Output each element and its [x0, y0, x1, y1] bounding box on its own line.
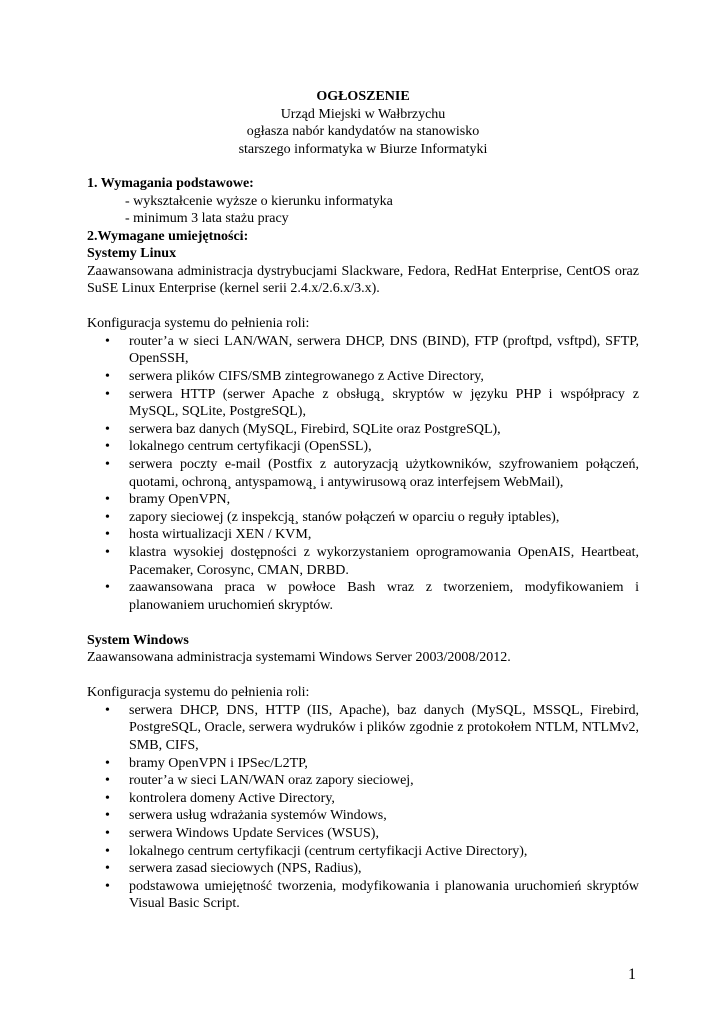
list-item-text: serwera baz danych (MySQL, Firebird, SQLite oraz PostgreSQL),: [129, 421, 501, 437]
list-item-text: lokalnego centrum certyfikacji (OpenSSL),: [129, 439, 372, 455]
position-line: starszego informatyka w Biurze Informatyki: [238, 141, 488, 157]
bullet-icon: •: [105, 755, 110, 771]
bullet-icon: •: [105, 492, 110, 508]
requirement-education: - wykształcenie wyższe o kierunku informatyka: [125, 193, 393, 209]
bullet-icon: •: [105, 790, 110, 806]
list-item-text: zaawansowana praca w powłoce Bash wraz z tworzeniem, modyfikowaniem i planowaniem uruchomień skryptów.: [129, 580, 639, 613]
list-item: [87, 702, 639, 755]
list-item: [87, 579, 639, 614]
list-item-text: serwera usług wdrażania systemów Windows,: [129, 808, 387, 824]
bullet-icon: •: [105, 826, 110, 842]
list-item-text: lokalnego centrum certyfikacji (centrum certyfikacji Active Directory),: [129, 843, 528, 859]
list-item: [87, 755, 639, 773]
list-item: [87, 807, 639, 825]
list-item: [87, 421, 639, 439]
linux-heading: Systemy Linux: [87, 246, 177, 262]
announcement-title: OGŁOSZENIE: [316, 89, 410, 104]
list-item: [87, 526, 639, 544]
list-item-text: zapory sieciowej (z inspekcją¸ stanów połączeń w oparciu o reguły iptables),: [129, 509, 560, 525]
list-item: [87, 544, 639, 579]
blank-line: [87, 298, 639, 316]
bullet-icon: •: [105, 843, 110, 859]
list-item-text: serwera Windows Update Services (WSUS),: [129, 826, 379, 842]
windows-heading: System Windows: [87, 632, 189, 648]
document-page: [87, 88, 639, 913]
list-item-text: klastra wysokiej dostępności z wykorzystaniem oprogramowania OpenAIS, Heartbeat, Pacemaker, Corosync, CMAN, DRBD.: [129, 545, 639, 578]
list-item-text: serwera plików CIFS/SMB zintegrowanego z Active Directory,: [129, 369, 484, 385]
list-item-text: serwera HTTP (serwer Apache z obsługą¸ skryptów w języku PHP i współpracy z MySQL, SQLite, PostgreSQL),: [129, 386, 639, 420]
list-item: [87, 509, 639, 527]
windows-description: Zaawansowana administracja systemami Windows Server 2003/2008/2012.: [87, 650, 511, 666]
bullet-icon: •: [105, 878, 110, 894]
bullet-icon: •: [105, 527, 110, 543]
blank-line: [87, 667, 639, 685]
bullet-icon: •: [105, 580, 110, 596]
list-item: [87, 790, 639, 808]
list-item-text: router’a w sieci LAN/WAN oraz zapory sieciowej,: [129, 773, 414, 789]
bullet-icon: •: [105, 333, 110, 349]
bullet-icon: •: [105, 773, 110, 789]
announcement-line: ogłasza nabór kandydatów na stanowisko: [246, 124, 480, 140]
list-item: [87, 438, 639, 456]
linux-roles-list: [87, 333, 639, 615]
announcement-header: [87, 88, 639, 158]
list-item: [87, 772, 639, 790]
list-item-text: serwera zasad sieciowych (NPS, Radius),: [129, 861, 362, 877]
bullet-icon: •: [105, 386, 110, 402]
bullet-icon: •: [105, 457, 110, 473]
bullet-icon: •: [105, 702, 110, 718]
list-item-text: serwera poczty e-mail (Postfix z autoryzacją użytkowników, szyfrowaniem połączeń, quotami, ochroną¸ antyspamową¸ i antywirusową oraz interfejsem WebMail),: [129, 457, 639, 490]
windows-roles-list: [87, 702, 639, 913]
requirement-experience: - minimum 3 lata stażu pracy: [125, 211, 289, 227]
page-number: 1: [628, 966, 636, 983]
list-item-text: podstawowa umiejętność tworzenia, modyfikowania i planowania uruchomień skryptów Visual Basic Script.: [129, 878, 639, 912]
linux-roles-label: Konfiguracja systemu do pełnienia roli:: [87, 316, 310, 332]
list-item-text: bramy OpenVPN i IPSec/L2TP,: [129, 755, 308, 771]
linux-description: Zaawansowana administracja dystrybucjami Slackware, Fedora, RedHat Enterprise, CentOS oraz SuSE Linux Enterprise (kernel serii 2.4.x/2.6.x/3.x).: [87, 263, 639, 297]
blank-line: [87, 614, 639, 632]
list-item: [87, 333, 639, 368]
list-item: [87, 491, 639, 509]
list-item-text: router’a w sieci LAN/WAN, serwera DHCP, DNS (BIND), FTP (proftpd, vsftpd), SFTP, OpenSSH,: [129, 333, 639, 367]
bullet-icon: •: [105, 369, 110, 385]
issuer-line: Urząd Miejski w Wałbrzychu: [280, 106, 446, 122]
bullet-icon: •: [105, 509, 110, 525]
list-item-text: bramy OpenVPN,: [129, 492, 231, 508]
list-item-text: kontrolera domeny Active Directory,: [129, 790, 335, 806]
bullet-icon: •: [105, 861, 110, 877]
list-item: [87, 386, 639, 421]
bullet-icon: •: [105, 439, 110, 455]
section-skills-heading: 2.Wymagane umiejętności:: [87, 228, 249, 244]
list-item: [87, 368, 639, 386]
bullet-icon: •: [105, 545, 110, 560]
list-item: [87, 456, 639, 491]
bullet-icon: •: [105, 808, 110, 824]
list-item-text: hosta wirtualizacji XEN / KVM,: [129, 527, 312, 543]
windows-roles-label: Konfiguracja systemu do pełnienia roli:: [87, 685, 310, 701]
bullet-icon: •: [105, 421, 110, 437]
list-item-text: serwera DHCP, DNS, HTTP (IIS, Apache), baz danych (MySQL, MSSQL, Firebird, PostgreSQL, Oracle, serwera wydruków i plików zgodnie z protokołem NTLM, NTLMv2, SMB, CIFS,: [129, 702, 639, 754]
list-item: [87, 825, 639, 843]
list-item: [87, 878, 639, 913]
section-basic-requirements-heading: 1. Wymagania podstawowe:: [87, 176, 254, 192]
list-item: [87, 843, 639, 861]
list-item: [87, 860, 639, 878]
